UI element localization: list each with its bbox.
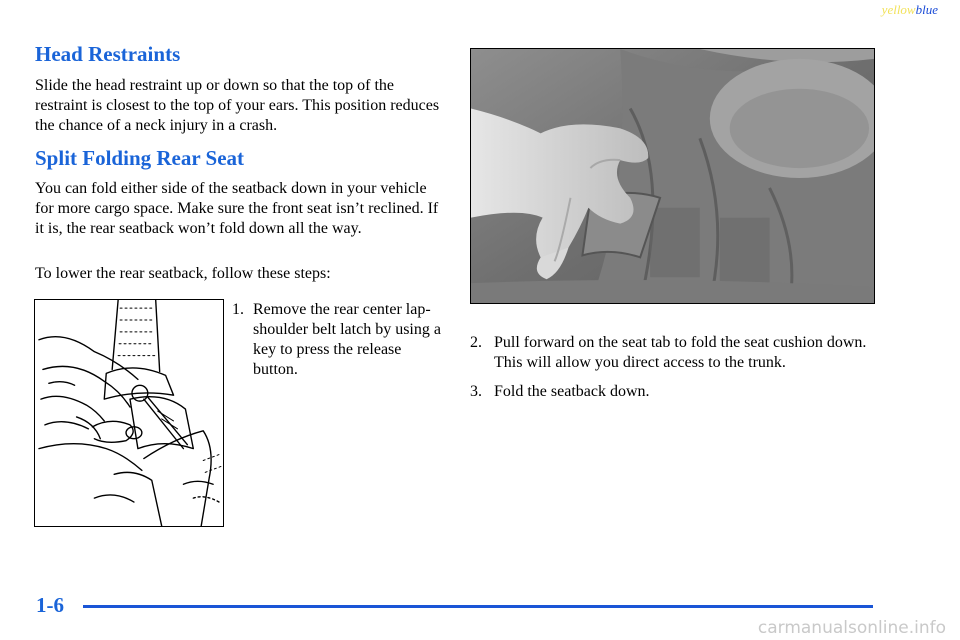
step-3	[470, 382, 890, 404]
heading-split-folding-rear-seat: Split Folding Rear Seat	[35, 146, 245, 170]
head-restraints-paragraph: Slide the head restraint up or down so that the top of the restraint is closest to the top of your ears. This position reduces the chance of a neck injury in a crash.	[35, 77, 440, 134]
seat-tab-photo	[470, 48, 875, 304]
step-3-text: Fold the seatback down.	[494, 383, 650, 400]
step-1	[232, 300, 444, 384]
step-2-number: 2.	[470, 334, 482, 351]
corner-color-tag	[882, 2, 938, 18]
heading-head-restraints: Head Restraints	[35, 42, 181, 66]
step-2	[470, 333, 890, 375]
corner-tag-blue: blue	[915, 2, 938, 17]
step-1-text: Remove the rear center lap-shoulder belt latch by using a key to press the release button.	[253, 301, 441, 378]
step-2-text: Pull forward on the seat tab to fold the seat cushion down. This will allow you direct access to the trunk.	[494, 334, 867, 371]
step-1-number: 1.	[232, 301, 244, 318]
split-seat-paragraph: You can fold either side of the seatback down in your vehicle for more cargo space. Make sure the front seat isn’t reclined. If it is, the rear seatback won’t fold down all the way.	[35, 180, 439, 237]
footer-rule	[83, 605, 873, 608]
belt-latch-drawing	[35, 300, 223, 526]
page-number: 1-6	[36, 593, 64, 617]
seat-tab-photo-image	[471, 49, 874, 303]
belt-latch-illustration	[34, 299, 224, 527]
corner-tag-yellow: yellow	[881, 2, 916, 17]
watermark: carmanualsonline.info	[757, 618, 946, 638]
steps-intro: To lower the rear seatback, follow these steps:	[35, 265, 331, 282]
step-3-number: 3.	[470, 383, 482, 400]
